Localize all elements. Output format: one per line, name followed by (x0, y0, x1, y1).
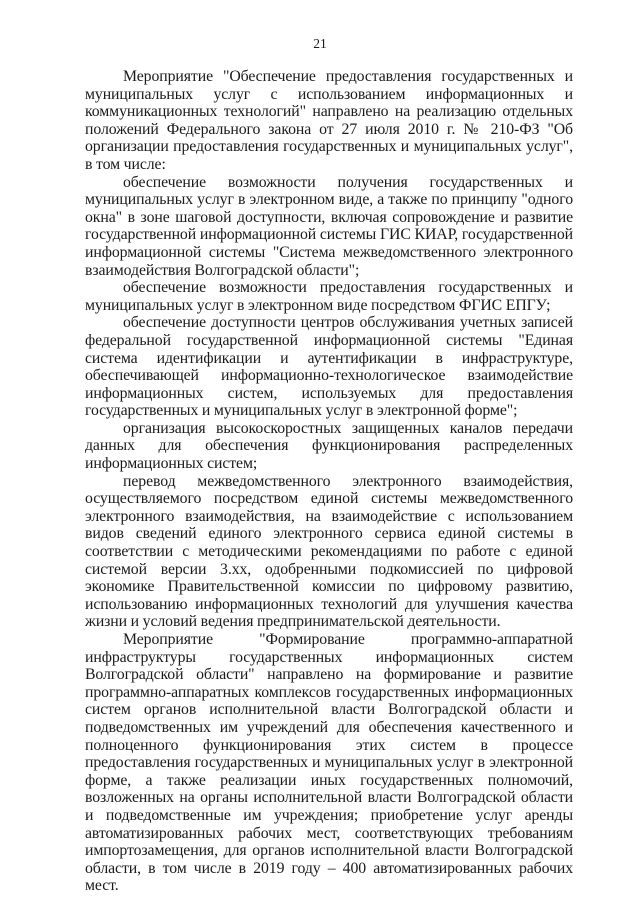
paragraph-measure-infrastructure: Мероприятие "Формирование программно-аппаратной инфраструктуры государственных информационных систем Волгоградской области" направлено на формирование и развитие программно-аппаратных комплексов государственных информационных систем органов исполнительной власти Волгоградской области и подведомственных им учреждений для обеспечения качественного и полноценного функционирования этих систем в процессе предоставления государственных и муниципальных услуг в электронной форме, а также реализации иных государственных полномочий, возложенных на органы исполнительной власти Волгоградской области и подведомственные им учреждения; приобретение услуг аренды автоматизированных рабочих мест, соответствующих требованиям импортозамещения, для органов исполнительной власти Волгоградской области, в том числе в 2019 году – 400 автоматизированных рабочих мест. (85, 631, 573, 895)
document-body (85, 68, 573, 895)
paragraph-account-service-centers: обеспечение доступности центров обслуживания учетных записей федеральной государственной информационной системы "Единая система идентификации и аутентификации в инфраструктуре, обеспечивающей информационно-технологическое взаимодействие информационных систем, используемых для предоставления государственных и муниципальных услуг в электронной форме"; (85, 314, 573, 420)
paragraph-secure-channels: организация высокоскоростных защищенных каналов передачи данных для обеспечения функционирования распределенных информационных систем; (85, 419, 573, 473)
page-number: 21 (313, 36, 327, 51)
paragraph-electronic-services-access: обеспечение возможности получения государственных и муниципальных услуг в электронном виде, а также по принципу "одного окна" в зоне шаговой доступности, включая сопровождение и развитие государственной информационной системы ГИС КИАР, государственной информационной системы "Система межведомственного электронного взаимодействия Волгоградской области"; (85, 173, 573, 279)
paragraph-measure-services-intro: Мероприятие "Обеспечение предоставления государственных и муниципальных услуг с использованием информационных и коммуникационных технологий" направлено на реализацию отдельных положений Федерального закона от 27 июля 2010 г. № 210-ФЗ "Об организации предоставления государственных и муниципальных услуг", в том числе: (85, 68, 573, 173)
paragraph-interagency-transition: перевод межведомственного электронного взаимодействия, осуществляемого посредством единой системы межведомственного электронного взаимодействия, на взаимодействие с использованием видов сведений единого электронного сервиса единой системы в соответствии с методическими рекомендациями по работе с единой системой версии 3.xx, одобренными подкомиссией по цифровой экономике Правительственной комиссии по цифровому развитию, использованию информационных технологий для улучшения качества жизни и условий ведения предпринимательской деятельности. (85, 472, 573, 631)
paragraph-fgis-epgu: обеспечение возможности предоставления государственных и муниципальных услуг в электронном виде посредством ФГИС ЕПГУ; (85, 279, 573, 314)
